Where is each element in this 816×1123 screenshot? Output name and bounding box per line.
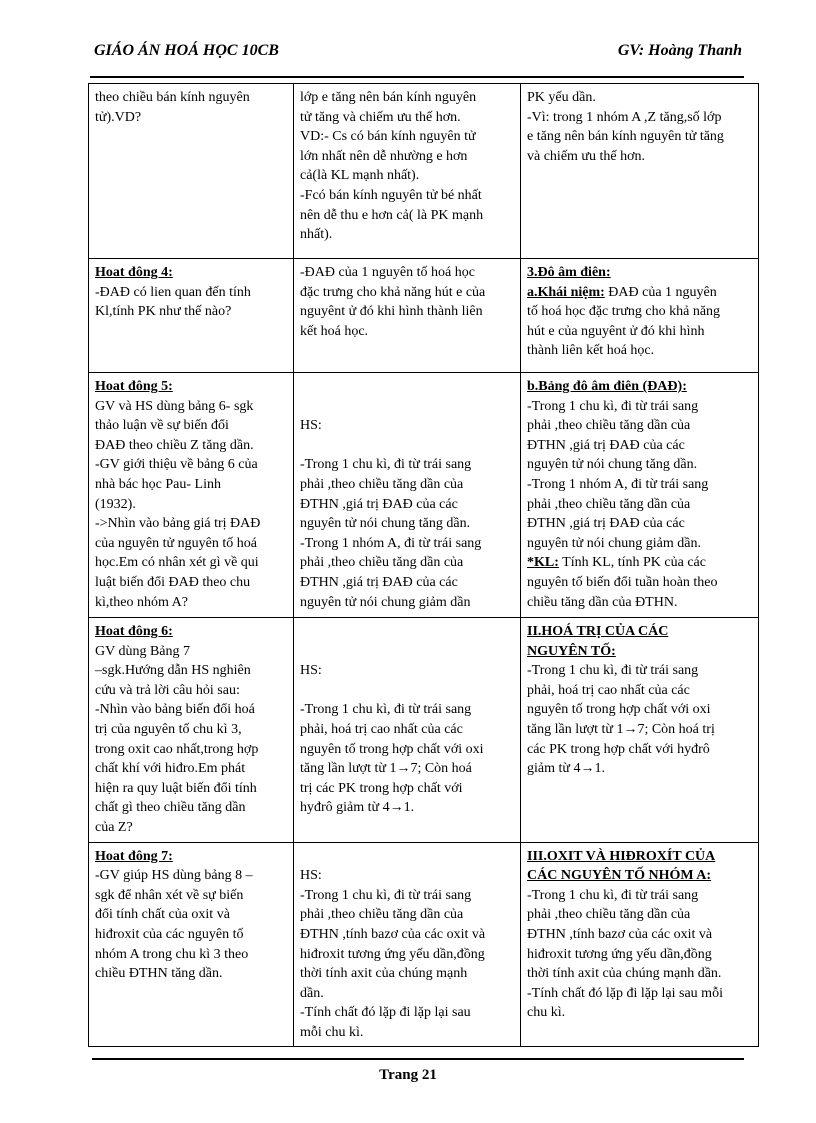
text-line: trị của nguyên tố chu kì 3, [95, 721, 242, 737]
heading-text: a.Khái niệm: [527, 284, 605, 300]
heading-text: CÁC NGUYÊN TỐ NHÓM A: [527, 868, 712, 884]
text-line: hyđrô giảm từ 4→1. [300, 800, 415, 816]
content-cell [521, 84, 759, 259]
blank-line [300, 847, 514, 867]
text-line: ĐTHN ,tính bazơ của các oxit và [527, 926, 713, 942]
text-line: -Fcó bán kính nguyên tử bé nhất [300, 187, 482, 203]
header-teacher-name: GV: Hoàng Thanh [617, 42, 742, 59]
table-row [89, 842, 759, 1047]
text-line: -Trong 1 chu kì, đi từ trái sang [300, 702, 472, 718]
text-line: phải ,theo chiều tăng dần của [527, 418, 691, 434]
text-line: cứu và trả lời câu hỏi sau: [95, 682, 240, 698]
student-activity-cell [294, 373, 521, 618]
text-line: ĐTHN ,giá trị ĐAĐ của các [300, 496, 458, 512]
text-line: hiện ra quy luật biến đổi tính [95, 780, 257, 796]
text-line: PK yếu dần. [527, 90, 596, 105]
text-line: phải, hoá trị cao nhất của các [527, 682, 690, 698]
content-cell [521, 842, 759, 1047]
text-line: mỗi chu kì. [300, 1024, 364, 1040]
heading-text: NGUYÊN TỐ: [527, 643, 616, 659]
text-line: kì,theo nhóm A? [95, 594, 188, 610]
text-line: ĐTHN ,tính bazơ của các oxit và [300, 926, 486, 942]
footer-divider [92, 1058, 744, 1060]
text-line: -Trong 1 nhóm A, đi từ trái sang [300, 535, 482, 551]
text-line: dần. [300, 985, 324, 1001]
text-line [95, 847, 287, 867]
text-line: lớp e tăng nên bán kính nguyên [300, 90, 477, 105]
text-line: học.Em có nhân xét gì về qui [95, 555, 259, 571]
text-line: GV dùng Bảng 7 [95, 643, 191, 659]
heading-text: Hoat đông 5: [95, 379, 173, 394]
header-divider [90, 76, 744, 78]
lesson-plan-table [88, 83, 759, 1047]
text-line [95, 263, 287, 283]
text-line: nguyênt ử đó khi hình thành liên [300, 304, 483, 320]
text-line: hút e của nguyênt ử đó khi hình [527, 323, 705, 339]
text-line: các PK trong hợp chất với hyđrô [527, 741, 710, 757]
content-cell [521, 259, 759, 373]
text-line [95, 622, 287, 642]
text-line: -Trong 1 chu kì, đi từ trái sang [300, 457, 472, 473]
text-line [95, 377, 287, 397]
text-line: GV và HS dùng bảng 6- sgk [95, 398, 254, 414]
text-line: nguyên tử nói chung giảm dần. [527, 535, 702, 551]
text-line: theo chiều bán kính nguyên [95, 90, 250, 105]
teacher-activity-cell [89, 259, 294, 373]
text-line: chiều tăng dần của ĐTHN. [527, 594, 678, 610]
text-line: thời tính axit của chúng mạnh dần. [527, 966, 722, 982]
heading-text: II.HOÁ TRỊ CỦA CÁC [527, 624, 669, 639]
text-line: lớn nhất nên dễ nhường e hơn [300, 148, 468, 164]
text-line: trị các PK trong hợp chất với [300, 780, 463, 796]
text-line: HS: [300, 418, 322, 434]
text-line: thời tính axit của chúng mạnh [300, 966, 468, 982]
text-line: -ĐAĐ của 1 nguyên tố hoá học [300, 265, 475, 280]
text-line: –sgk.Hướng dẫn HS nghiên [95, 663, 251, 679]
blank-line [300, 436, 514, 456]
text-line: nguyên tử nói chung tăng dần. [527, 457, 698, 473]
text-line: thảo luận về sự biến đổi [95, 418, 229, 434]
text-line: -Vì: trong 1 nhóm A ,Z tăng,số lớp [527, 109, 722, 125]
text-line: tăng lần lượt từ 1→7; Còn hoá [300, 761, 472, 777]
text-line: chu kì. [527, 1005, 566, 1021]
teacher-activity-cell [89, 373, 294, 618]
text-line: -Trong 1 nhóm A, đi từ trái sang [527, 476, 709, 492]
content-cell [521, 373, 759, 618]
text-line: đặc trưng cho khả năng hút e của [300, 284, 486, 300]
content-cell [521, 618, 759, 843]
heading-text: Hoat đông 7: [95, 848, 173, 864]
heading-text: III.OXIT VÀ HIĐROXÍT CỦA [527, 848, 716, 864]
text-line: nhất). [300, 227, 333, 243]
lesson-plan-body [89, 84, 759, 1047]
blank-line [300, 642, 514, 662]
table-row [89, 259, 759, 373]
text-line: nguyên tố trong hợp chất với oxi [527, 702, 711, 718]
text-line: ĐTHN ,giá trị ĐAĐ của các [527, 516, 685, 532]
text-line: luật biến đổi ĐAĐ theo chu [95, 574, 251, 590]
blank-line [300, 681, 514, 701]
text-line: sgk để nhân xét về sự biến [95, 887, 244, 903]
text-line: -Trong 1 chu kì, đi từ trái sang [527, 663, 699, 679]
teacher-activity-cell [89, 84, 294, 259]
text-line [527, 847, 752, 867]
text-line: ĐAĐ theo chiều Z tăng dần. [95, 437, 254, 453]
text-line: -GV giới thiệu về bảng 6 của [95, 457, 258, 473]
blank-line [300, 377, 514, 397]
text-line: -Nhìn vào bảng biến đổi hoá [95, 702, 255, 718]
text-line [527, 622, 752, 642]
page-header [90, 40, 744, 70]
heading-text: b.Bảng đô âm điên (ĐAĐ): [527, 379, 687, 394]
text-line: trong oxit cao nhất,trong hợp [95, 741, 259, 757]
text-line: của Z? [95, 819, 133, 835]
text-line: nhóm A trong chu kì 3 theo [95, 946, 249, 962]
text-line: nguyên tố biến đổi tuần hoàn theo [527, 574, 718, 590]
text-line: ĐTHN ,giá trị ĐAĐ của các [300, 574, 458, 590]
text-line: Kl,tính PK như thế nào? [95, 304, 232, 320]
text-line: nguyên tử nói chung tăng dần. [300, 516, 471, 532]
text-line: nhà bác học Pau- Linh [95, 476, 221, 492]
table-row [89, 618, 759, 843]
text-line: của nguyên tử nguyên tố hoá [95, 535, 257, 551]
text-line: tố hoá học đặc trưng cho khả năng [527, 304, 721, 320]
student-activity-cell [294, 618, 521, 843]
text-line: VD:- Cs có bán kính nguyên tử [300, 129, 476, 145]
blank-line [300, 397, 514, 417]
text-line: phải ,theo chiều tăng dần của [300, 555, 464, 571]
text-line: nguyên tố trong hợp chất với oxi [300, 741, 484, 757]
text-line: tử).VD? [95, 109, 142, 125]
text-line: chiều ĐTHN tăng dần. [95, 966, 223, 982]
text-line [527, 283, 752, 303]
text-line: nên dễ thu e hơn cả( là PK mạnh [300, 207, 484, 223]
text-line: hiđroxit của các nguyên tố [95, 926, 244, 942]
text-line: -Trong 1 chu kì, đi từ trái sang [300, 887, 472, 903]
teacher-activity-cell [89, 842, 294, 1047]
text-line: e tăng nên bán kính nguyên tử tăng [527, 129, 724, 145]
text-line: HS: [300, 663, 322, 679]
heading-text: Hoat đông 4: [95, 265, 173, 280]
text-line: -Trong 1 chu kì, đi từ trái sang [527, 887, 699, 903]
body-text: Tính KL, tính PK của các [558, 555, 706, 571]
text-line: và chiếm ưu thế hơn. [527, 148, 646, 164]
text-line: tăng lần lượt từ 1→7; Còn hoá trị [527, 721, 715, 737]
text-line: phải, hoá trị cao nhất của các [300, 721, 463, 737]
text-line: -Tính chất đó lặp đi lặp lại sau [300, 1005, 471, 1021]
text-line: ->Nhìn vào bảng giá trị ĐAĐ [95, 516, 261, 532]
student-activity-cell [294, 842, 521, 1047]
text-line: chất khí với hiđro.Em phát [95, 761, 246, 777]
text-line: (1932). [95, 496, 136, 512]
text-line: phải ,theo chiều tăng dần của [527, 496, 691, 512]
text-line: cả(là KL mạnh nhất). [300, 168, 420, 184]
header-course-title: GIÁO ÁN HOÁ HỌC 10CB [94, 42, 279, 59]
text-line [527, 866, 752, 886]
text-line: hiđroxit tương ứng yếu dần,đồng [300, 946, 485, 962]
text-line [527, 263, 752, 283]
page-number: Trang 21 [379, 1067, 437, 1083]
text-line: nguyên tử nói chung giảm dần [300, 594, 471, 610]
text-line: tử tăng và chiếm ưu thế hơn. [300, 109, 461, 125]
blank-line [300, 622, 514, 642]
heading-text: *KL: [527, 555, 559, 571]
table-row [89, 373, 759, 618]
text-line [527, 642, 752, 662]
heading-text: Hoat đông 6: [95, 624, 173, 639]
text-line: kết hoá học. [300, 323, 369, 339]
text-line: -GV giúp HS dùng bảng 8 – [95, 868, 253, 884]
text-line: thành liên kết hoá học. [527, 343, 655, 359]
text-line: -Tính chất đó lặp đi lặp lại sau mỗi [527, 985, 723, 1001]
text-line [527, 377, 752, 397]
text-line: phải ,theo chiều tăng dần của [527, 907, 691, 923]
table-row [89, 84, 759, 259]
text-line: HS: [300, 868, 322, 884]
text-line: -Trong 1 chu kì, đi từ trái sang [527, 398, 699, 414]
student-activity-cell [294, 84, 521, 259]
teacher-activity-cell [89, 618, 294, 843]
text-line: hiđroxit tương ứng yếu dần,đồng [527, 946, 712, 962]
text-line: -ĐAĐ có lien quan đến tính [95, 284, 251, 300]
text-line: ĐTHN ,giá trị ĐAĐ của các [527, 437, 685, 453]
text-line: phải ,theo chiều tăng dần của [300, 476, 464, 492]
text-line: giảm từ 4→1. [527, 761, 605, 777]
text-line: đổi tính chất của oxit và [95, 907, 230, 923]
body-text: ĐAĐ của 1 nguyên [604, 284, 717, 300]
text-line: phải ,theo chiều tăng dần của [300, 907, 464, 923]
student-activity-cell [294, 259, 521, 373]
text-line: chất gì theo chiều tăng dần [95, 800, 246, 816]
heading-text: 3.Đô âm điên: [527, 265, 611, 280]
text-line [527, 553, 752, 573]
